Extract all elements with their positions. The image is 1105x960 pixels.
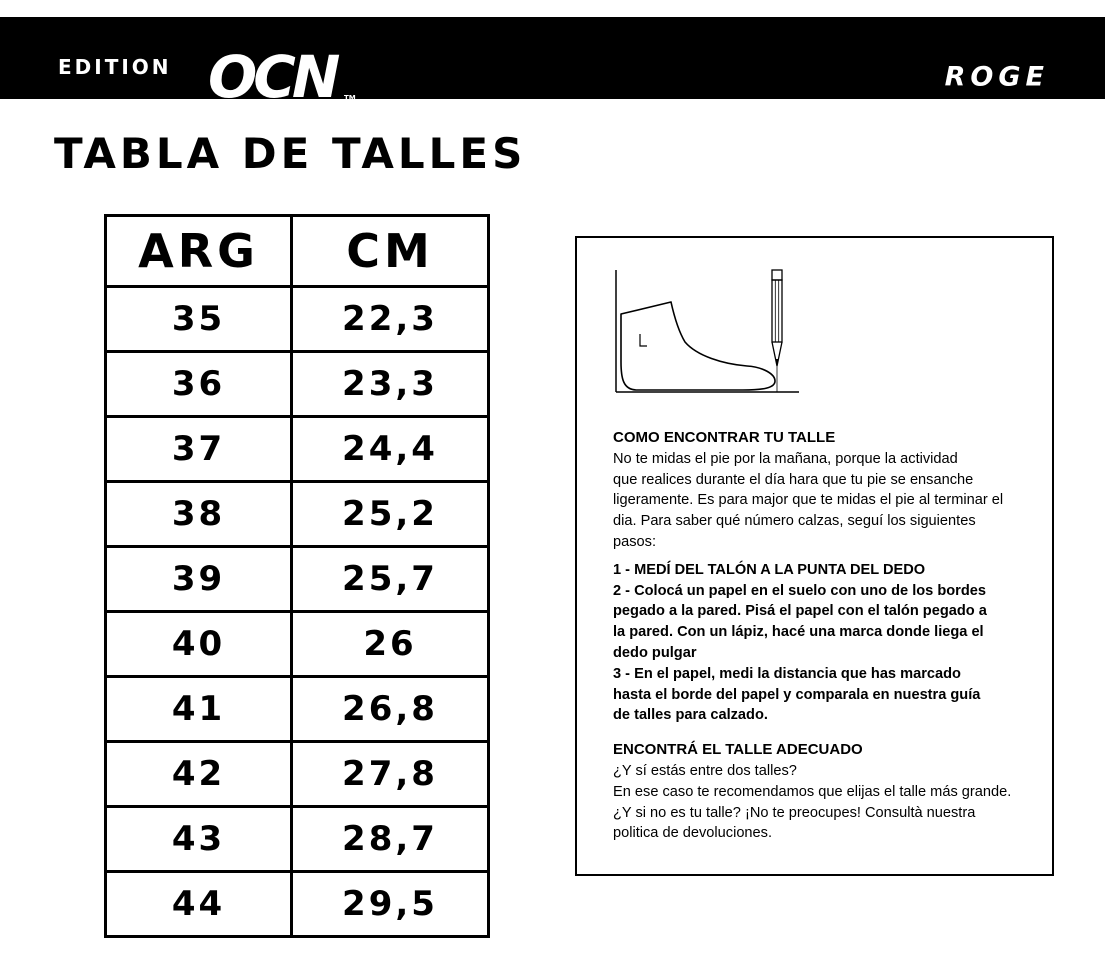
how-to-paragraph (613, 449, 1038, 553)
page-title: TABLA DE TALLES (54, 129, 527, 178)
arg-size-cell: 42 (106, 742, 292, 807)
fit-paragraph (613, 761, 1038, 844)
step-line: pegado a la pared. Pisá el papel con el talón pegado a (613, 603, 987, 620)
how-to-line: ligeramente. Es para major que te midas el pie al terminar el (613, 492, 1004, 509)
step-line: 2 - Colocá un papel en el suelo con uno de los bordes (613, 582, 987, 599)
table-body (106, 287, 489, 937)
cm-length-cell: 25,7 (292, 547, 489, 612)
cm-length-cell: 22,3 (292, 287, 489, 352)
how-to-line: pasos: (613, 533, 656, 550)
table-row (106, 742, 489, 807)
ocn-logo (208, 53, 363, 103)
table-row (106, 547, 489, 612)
cm-length-cell: 26,8 (292, 677, 489, 742)
instructions-box (575, 236, 1054, 876)
arg-size-cell: 44 (106, 872, 292, 937)
cm-length-cell: 26 (292, 612, 489, 677)
column-header-arg: ARG (106, 216, 292, 287)
step-line: de talles para calzado. (613, 707, 768, 724)
arg-size-cell: 41 (106, 677, 292, 742)
cm-length-cell: 23,3 (292, 352, 489, 417)
column-header-cm: CM (292, 216, 489, 287)
table-row (106, 612, 489, 677)
cm-length-cell: 24,4 (292, 417, 489, 482)
steps-list (613, 560, 1038, 726)
table-row (106, 287, 489, 352)
edition-label: EDITION (58, 55, 172, 79)
fit-line: ¿Y sí estás entre dos talles? (613, 762, 797, 779)
foot-measure-pencil-icon (613, 266, 813, 396)
cm-length-cell: 25,2 (292, 482, 489, 547)
cm-length-cell: 29,5 (292, 872, 489, 937)
table-row (106, 872, 489, 937)
arg-size-cell: 40 (106, 612, 292, 677)
brand-name: ROGE (944, 61, 1049, 93)
how-to-line: que realices durante el día hara que tu pie se ensanche (613, 471, 974, 488)
size-table (104, 214, 490, 938)
arg-size-cell: 38 (106, 482, 292, 547)
instructions-text (613, 428, 1038, 844)
cm-length-cell: 27,8 (292, 742, 489, 807)
step-line: la pared. Con un lápiz, hacé una marca donde liega el (613, 624, 984, 641)
header-bar (0, 17, 1105, 103)
fit-line: politica de devoluciones. (613, 825, 773, 842)
how-to-line: No te midas el pie por la mañana, porque la actividad (613, 450, 958, 467)
table-row (106, 807, 489, 872)
table-header-row (106, 216, 489, 287)
how-to-line: dia. Para saber qué número calzas, seguí los siguientes (613, 513, 976, 530)
svg-text:TM: TM (344, 94, 356, 102)
table-row (106, 417, 489, 482)
fit-line: En ese caso te recomendamos que elijas el talle más grande. (613, 783, 1012, 800)
fit-section (613, 740, 1038, 844)
arg-size-cell: 39 (106, 547, 292, 612)
fit-line: ¿Y si no es tu talle? ¡No te preocupes! Consultà nuestra (613, 804, 976, 821)
arg-size-cell: 36 (106, 352, 292, 417)
cm-length-cell: 28,7 (292, 807, 489, 872)
table-row (106, 482, 489, 547)
svg-text:OCN: OCN (208, 53, 337, 103)
step-line: 1 - MEDÍ DEL TALÓN A LA PUNTA DEL DEDO (613, 561, 926, 578)
arg-size-cell: 43 (106, 807, 292, 872)
fit-heading: ENCONTRÁ EL TALLE ADECUADO (613, 741, 863, 759)
step-line: 3 - En el papel, medi la distancia que has marcado (613, 665, 961, 682)
step-line: hasta el borde del papel y comparala en nuestra guía (613, 686, 981, 703)
arg-size-cell: 35 (106, 287, 292, 352)
step-line: dedo pulgar (613, 644, 697, 661)
table-row (106, 677, 489, 742)
how-to-heading: COMO ENCONTRAR TU TALLE (613, 429, 836, 446)
table-row (106, 352, 489, 417)
arg-size-cell: 37 (106, 417, 292, 482)
